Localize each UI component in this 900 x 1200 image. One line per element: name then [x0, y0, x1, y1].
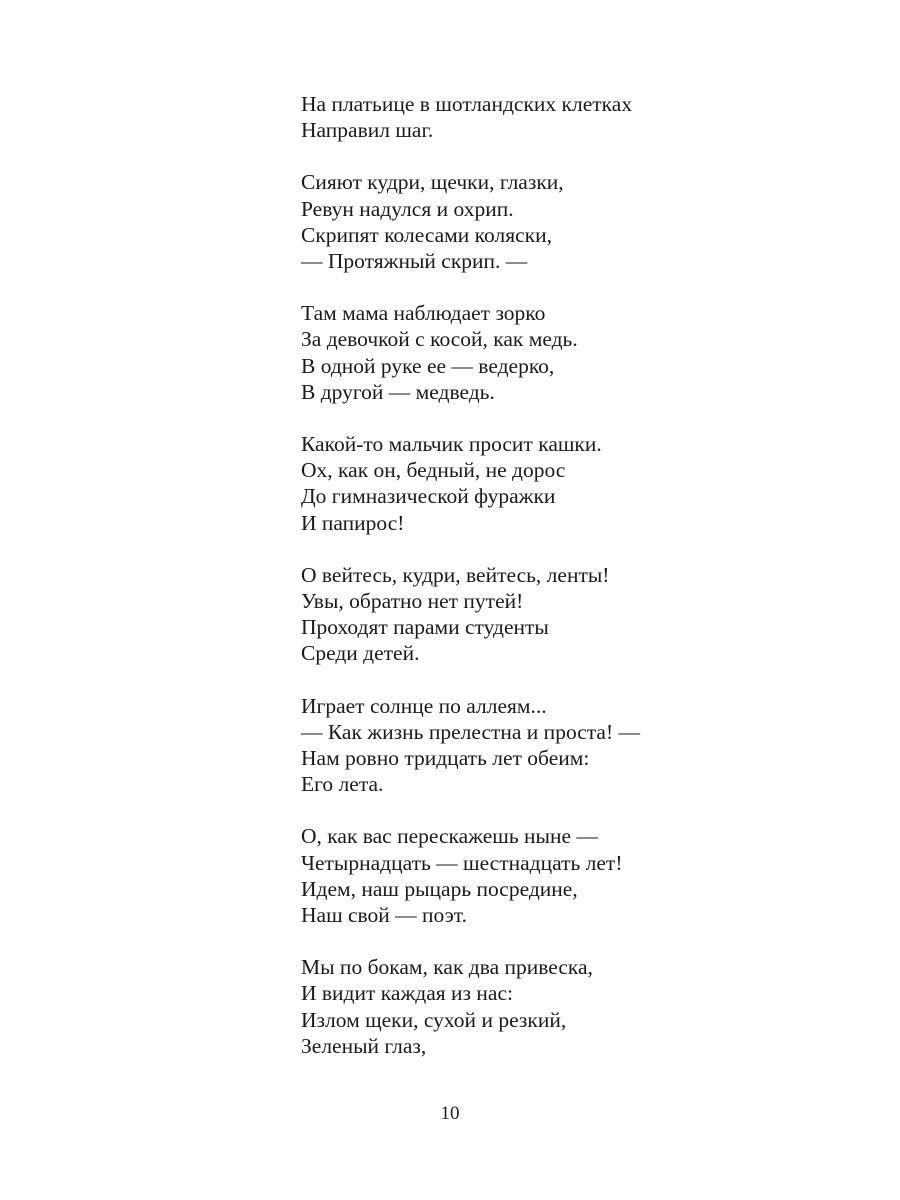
- poem-line: Направил шаг.: [301, 118, 434, 143]
- poem-line: Увы, обратно нет путей!: [301, 589, 524, 614]
- poem-line: Сияют кудри, щечки, глазки,: [301, 170, 564, 195]
- poem-line: До гимназической фуражки: [301, 484, 556, 509]
- poem-line: Играет солнце по аллеям...: [301, 693, 547, 718]
- poem-line: О вейтесь, кудри, вейтесь, ленты!: [301, 562, 610, 587]
- poem-line: Идем, наш рыцарь посредине,: [301, 876, 578, 901]
- poem-line: Скрипят колесами коляски,: [301, 222, 552, 247]
- stanza: [301, 431, 821, 536]
- poem-line: — Протяжный скрип. —: [301, 249, 528, 274]
- poem-line: Четырнадцать — шестнадцать лет!: [301, 850, 623, 875]
- stanza: [301, 91, 821, 143]
- poem-line: За девочкой с косой, как медь.: [301, 327, 578, 352]
- stanza: [301, 169, 821, 274]
- poem-line: О, как вас перескажешь ныне —: [301, 824, 598, 849]
- poem-line: Излом щеки, сухой и резкий,: [301, 1007, 567, 1032]
- poem-line: Мы по бокам, как два привеска,: [301, 955, 593, 980]
- poem-line: Зеленый глаз,: [301, 1033, 427, 1058]
- poem-line: И видит каждая из нас:: [301, 981, 513, 1006]
- poem-line: Ох, как он, бедный, не дорос: [301, 458, 566, 483]
- poem-line: Ревун надулся и охрип.: [301, 196, 514, 221]
- poem-line: Его лета.: [301, 772, 384, 797]
- page-number: 10: [440, 1103, 460, 1124]
- poem-line: На платьице в шотландских клетках: [301, 92, 633, 116]
- stanza: [301, 300, 821, 405]
- stanza: [301, 693, 821, 798]
- poem-line: Какой-то мальчик просит кашки.: [301, 432, 602, 457]
- stanza: [301, 562, 821, 667]
- poem-line: Среди детей.: [301, 641, 420, 666]
- poem-line: В другой — медведь.: [301, 379, 495, 404]
- stanza: [301, 823, 821, 928]
- poem-line: В одной руке ее — ведерко,: [301, 353, 555, 378]
- poem-line: Проходят парами студенты: [301, 615, 549, 640]
- poem-text: [301, 91, 821, 1085]
- poem-line: Там мама наблюдает зорко: [301, 301, 546, 326]
- poem-line: Наш свой — поэт.: [301, 903, 467, 928]
- stanza: [301, 954, 821, 1059]
- poem-line: — Как жизнь прелестна и проста! —: [301, 719, 641, 744]
- poem-line: И папирос!: [301, 510, 405, 535]
- poem-line: Нам ровно тридцать лет обеим:: [301, 746, 590, 771]
